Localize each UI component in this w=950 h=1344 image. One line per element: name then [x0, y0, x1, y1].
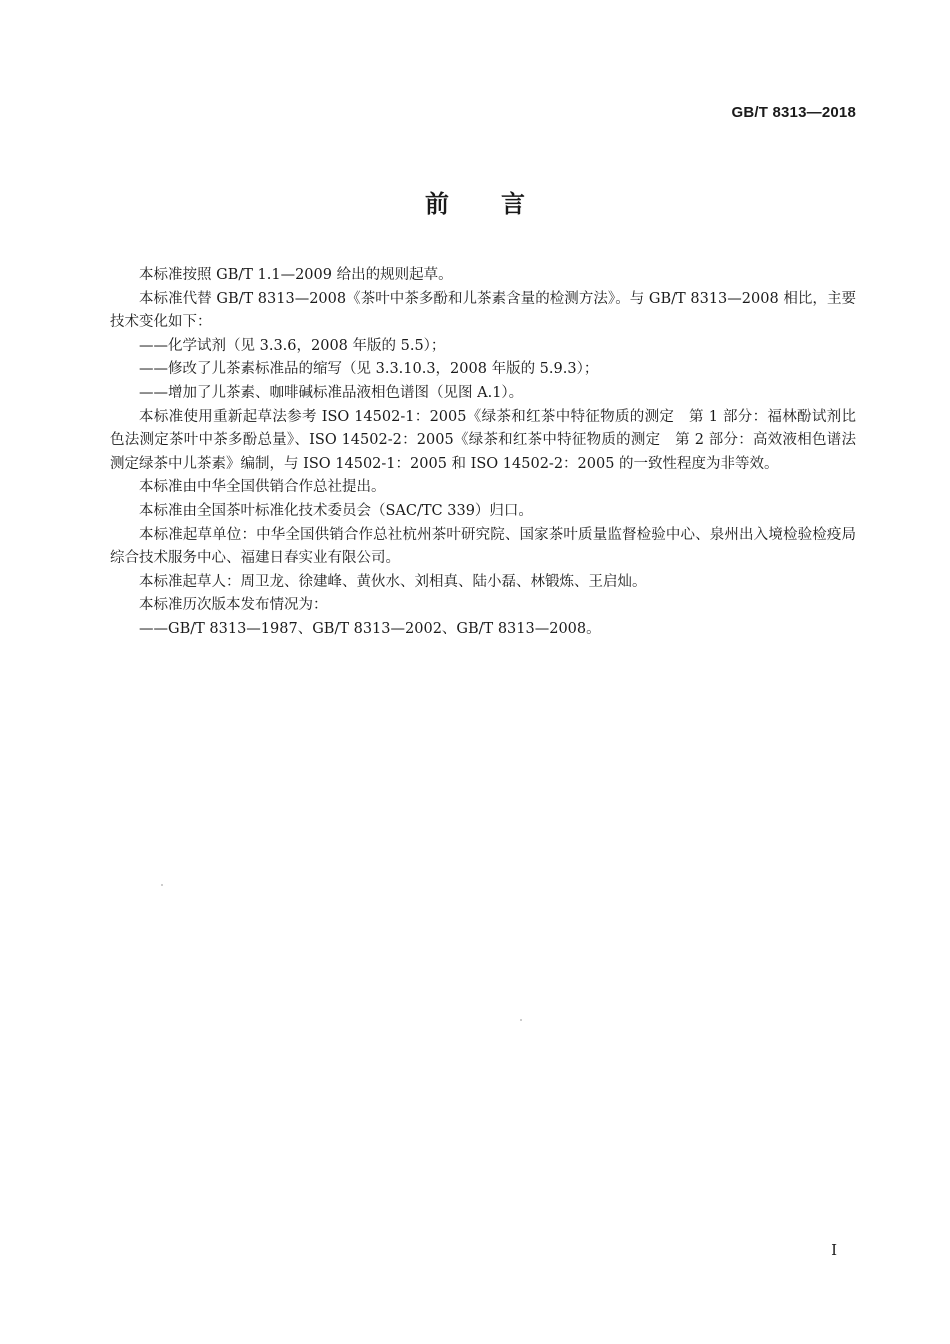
page-number: I — [831, 1241, 837, 1259]
list-item: ——化学试剂（见 3.3.6，2008 年版的 5.5）； — [139, 337, 446, 354]
paragraph: 本标准起草单位：中华全国供销合作总社杭州茶叶研究院、国家茶叶质量监督检验中心、泉州出入境检验检疫局综合技术服务中心、福建日春实业有限公司。 — [110, 526, 856, 567]
standard-code-header: GB/T 8313—2018 — [731, 104, 856, 121]
page-title: 前言 — [425, 190, 577, 218]
paragraph: 本标准使用重新起草法参考 ISO 14502-1：2005《绿茶和红茶中特征物质的测定 第 1 部分：福林酚试剂比色法测定茶叶中茶多酚总量》、ISO 14502-2：2005《绿茶和红茶中特征物质的测定 第 2 部分：高效液相色谱法测定绿茶中儿茶素》编制，与 ISO 14502-1：2005 和 ISO 14502-2：2005 的一致性程度为非等效。 — [110, 408, 856, 472]
paragraph: 本标准按照 GB/T 1.1—2009 给出的规则起草。 — [139, 267, 453, 283]
scan-speck — [161, 884, 163, 886]
paragraph: 本标准历次版本发布情况为： — [139, 597, 328, 614]
list-item: ——修改了儿茶素标准品的缩写（见 3.3.10.3，2008 年版的 5.9.3）； — [139, 361, 599, 378]
paragraph: 本标准代替 GB/T 8313—2008《茶叶中茶多酚和儿茶素含量的检测方法》。与 GB/T 8313—2008 相比，主要技术变化如下： — [110, 290, 856, 331]
paragraph: 本标准起草人：周卫龙、徐建峰、黄伙水、刘相真、陆小磊、林锻炼、王启灿。 — [139, 573, 647, 590]
paragraph: 本标准由全国茶叶标准化技术委员会（SAC/TC 339）归口。 — [139, 502, 533, 519]
document-body — [110, 264, 856, 642]
list-item: ——GB/T 8313—1987、GB/T 8313—2002、GB/T 8313—2008。 — [139, 620, 601, 637]
paragraph: 本标准由中华全国供销合作总社提出。 — [139, 479, 386, 496]
list-item: ——增加了儿茶素、咖啡碱标准品液相色谱图（见图 A.1）。 — [139, 384, 524, 401]
scan-speck — [520, 1019, 522, 1021]
